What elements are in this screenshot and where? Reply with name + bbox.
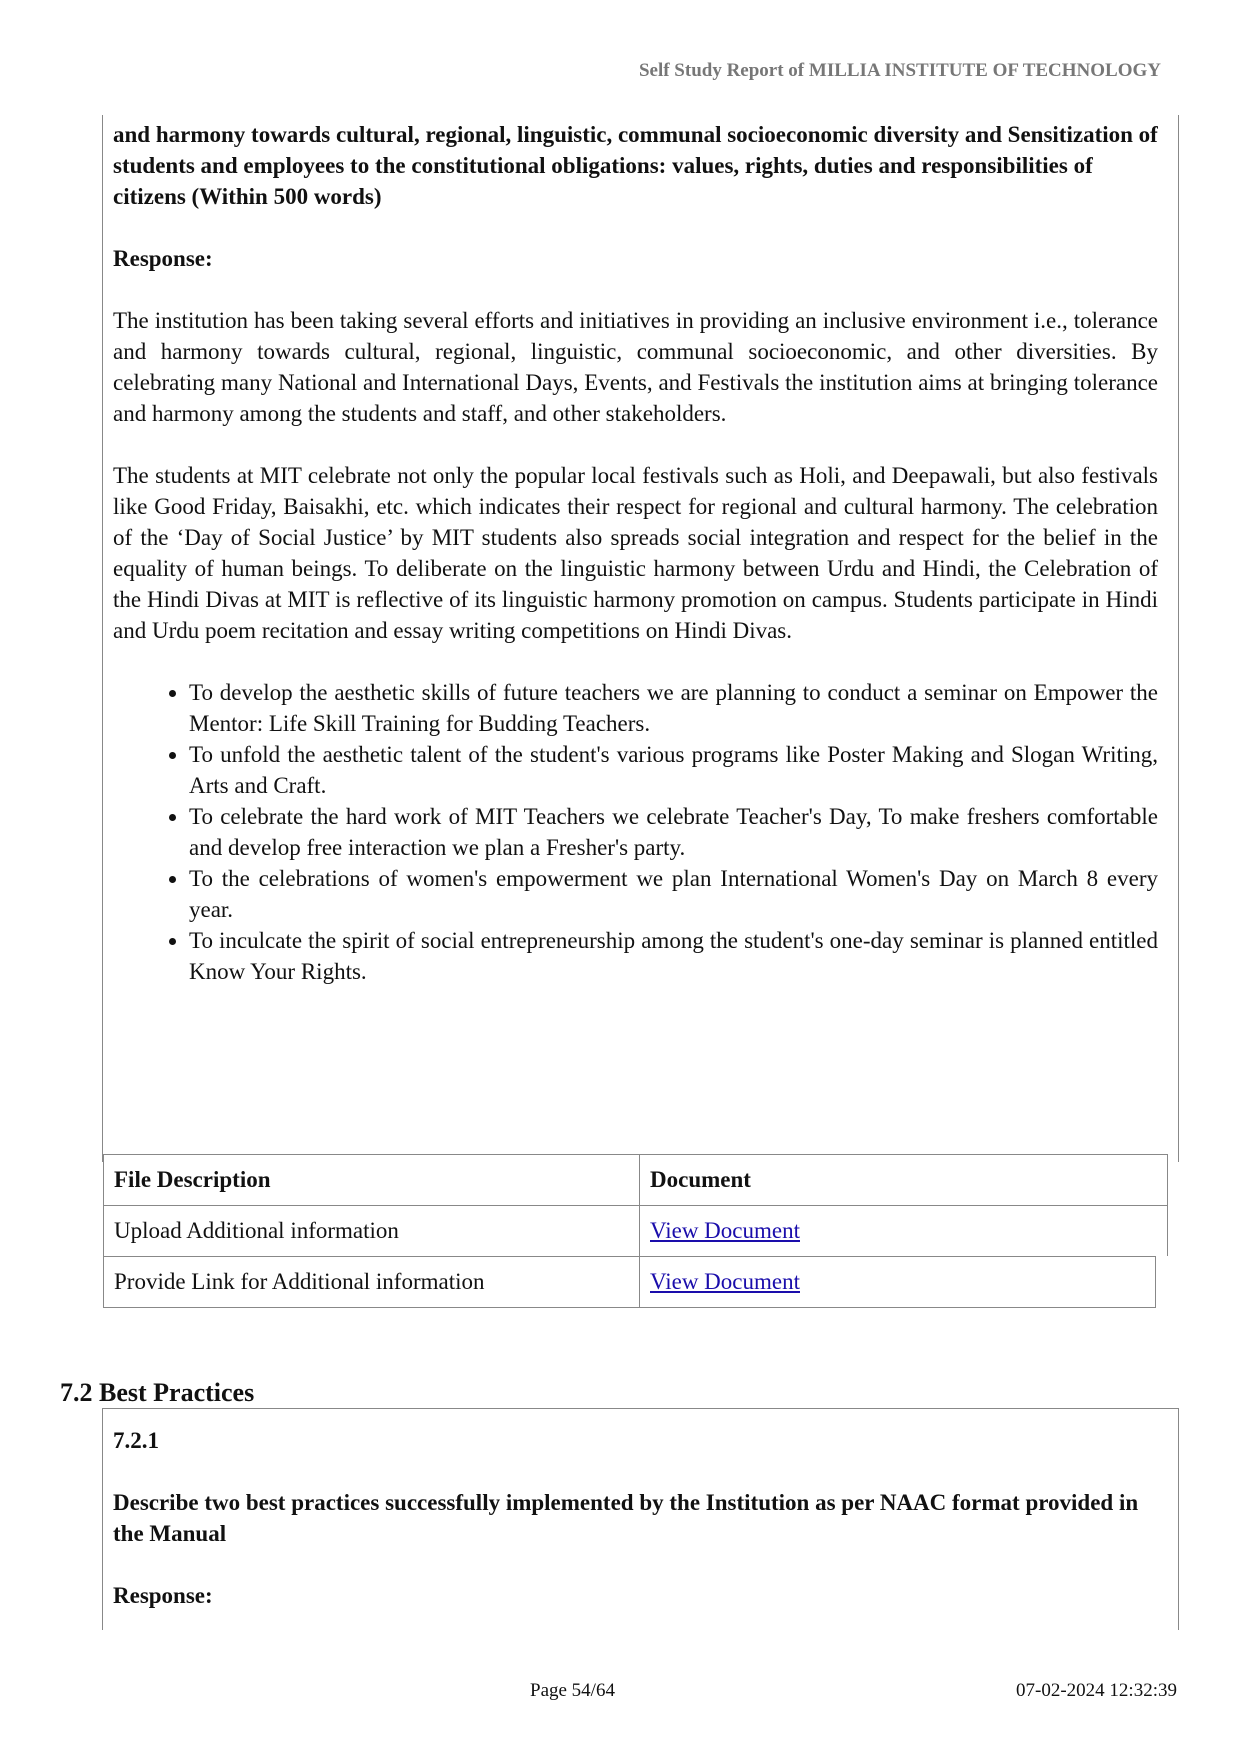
table-row	[104, 1206, 1168, 1257]
question-text: and harmony towards cultural, regional, linguistic, communal socioeconomic diversity and Sensitization of students and employees to the constitutional obligations: values, rights, duties and responsibilities of citizens (Within 500 words)	[113, 122, 1158, 209]
document-cell	[640, 1206, 1168, 1257]
document-cell	[640, 1257, 1168, 1308]
list-item: • To develop the aesthetic skills of future teachers we are planning to conduct a seminar on Empower the Mentor: Life Skill Training for Budding Teachers.	[189, 677, 1158, 739]
file-description-table	[103, 1154, 1178, 1308]
file-description-cell: Upload Additional information	[104, 1206, 640, 1257]
list-item: • To inculcate the spirit of social entrepreneurship among the student's one-day seminar is planned entitled Know Your Rights.	[189, 925, 1158, 987]
response-paragraph-1: The institution has been taking several efforts and initiatives in providing an inclusive environment i.e., tolerance and harmony towards cultural, regional, linguistic, communal socioeconomic, and other diversities. By celebrating many National and International Days, Events, and Festivals the institution aims at bringing tolerance and harmony among the students and staff, and other stakeholders.	[113, 308, 1158, 426]
footer-timestamp: 07-02-2024 12:32:39	[1016, 1680, 1177, 1701]
table-header-row	[104, 1155, 1168, 1206]
list-item: • To unfold the aesthetic talent of the student's various programs like Poster Making and Slogan Writing, Arts and Craft.	[189, 739, 1158, 801]
response-paragraph-2: The students at MIT celebrate not only the popular local festivals such as Holi, and Deepawali, but also festivals like Good Friday, Baisakhi, etc. which indicates their respect for regional and cultural harmony. The celebration of the ‘Day of Social Justice’ by MIT students also spreads social integration and respect for the belief in the equality of human beings. To deliberate on the linguistic harmony between Urdu and Hindi, the Celebration of the Hindi Divas at MIT is reflective of its linguistic harmony promotion on campus. Students participate in Hindi and Urdu poem recitation and essay writing competitions on Hindi Divas.	[113, 463, 1158, 643]
page-number: Page 54/64	[530, 1680, 615, 1701]
initiatives-list	[113, 677, 1158, 987]
view-document-link[interactable]: View Document	[650, 1269, 800, 1294]
metric-box	[102, 1408, 1179, 1630]
metric-response-label: Response:	[113, 1583, 213, 1608]
metric-question: Describe two best practices successfully implemented by the Institution as per NAAC format provided in the Manual	[113, 1490, 1139, 1546]
table-row	[104, 1257, 1168, 1308]
list-item: • To celebrate the hard work of MIT Teachers we celebrate Teacher's Day, To make freshers comfortable and develop free interaction we plan a Fresher's party.	[189, 801, 1158, 863]
list-item: • To the celebrations of women's empowerment we plan International Women's Day on March 8 every year.	[189, 863, 1158, 925]
view-document-link[interactable]: View Document	[650, 1218, 800, 1243]
file-description-cell: Provide Link for Additional information	[104, 1257, 640, 1308]
report-header: Self Study Report of MILLIA INSTITUTE OF TECHNOLOGY	[638, 60, 1161, 81]
section-title: 7.2 Best Practices	[60, 1378, 255, 1407]
criterion-response-box	[102, 115, 1179, 1294]
column-header-file-description: File Description	[104, 1155, 640, 1206]
column-header-document: Document	[640, 1155, 1168, 1206]
response-label: Response:	[113, 246, 213, 271]
metric-id: 7.2.1	[113, 1428, 159, 1453]
